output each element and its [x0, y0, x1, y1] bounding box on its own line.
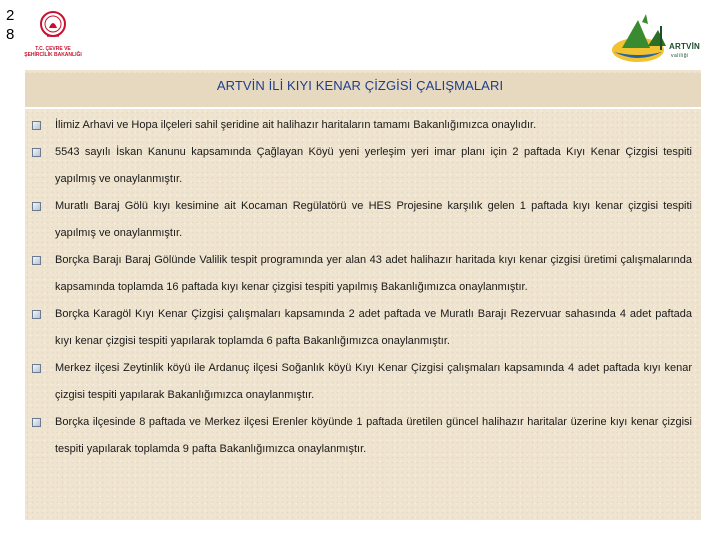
- bullet-text: İlimiz Arhavi ve Hopa ilçeleri sahil şeridine ait halihazır haritaların tamamı Bakanlığımızca onaylıdır.: [55, 119, 537, 131]
- list-item: [30, 355, 692, 409]
- checkbox-bullet-icon: [32, 256, 41, 265]
- bullet-text: Borçka ilçesinde 8 paftada ve Merkez ilçesi Erenler köyünde 1 paftada üretilen güncel halihazır haritalar üzerine kıyı kenar çizgisi tespiti yapılarak toplamda 9 pafta Bakanlığımızca onaylanmıştır.: [55, 416, 692, 455]
- bullet-text: Merkez ilçesi Zeytinlik köyü ile Ardanuç ilçesi Soğanlık köyü Kıyı Kenar Çizgisi çalışmaları kapsamında 4 adet paftada kıyı kenar çizgisi tespiti yapılarak Bakanlığımızca onaylanmıştır.: [55, 362, 692, 401]
- list-item: [30, 409, 692, 463]
- checkbox-bullet-icon: [32, 121, 41, 130]
- list-item: [30, 301, 692, 355]
- slide-title: ARTVİN İLİ KIYI KENAR ÇİZGİSİ ÇALIŞMALARI: [216, 78, 504, 93]
- bullet-text: Borçka Karagöl Kıyı Kenar Çizgisi çalışmaları kapsamında 2 adet paftada ve Muratlı Barajı Rezervuar sahasında 4 adet paftada kıyı kenar çizgisi tespiti yapılarak toplamda 6 pafta Bakanlığımızca onaylanmıştır.: [55, 308, 692, 347]
- artvin-logo: [608, 12, 708, 70]
- ministry-name: T.C. ÇEVRE VE ŞEHİRCİLİK BAKANLIĞI: [24, 46, 82, 58]
- checkbox-bullet-icon: [32, 148, 41, 157]
- list-item: [30, 112, 692, 139]
- artvin-emblem-icon: [608, 12, 708, 70]
- bullet-text: Borçka Barajı Baraj Gölünde Valilik tespit programında yer alan 43 adet halihazır haritada kıyı kenar çizgisi üretimi çalışmalarında kapsamında toplamda 16 paftada kıyı kenar çizgisi tespiti yapılmış Bakanlığımızca onaylanmıştır.: [55, 254, 692, 293]
- checkbox-bullet-icon: [32, 202, 41, 211]
- ministry-logo: [22, 10, 84, 66]
- checkbox-bullet-icon: [32, 310, 41, 319]
- artvin-subtitle: valiliği: [671, 53, 689, 59]
- checkbox-bullet-icon: [32, 418, 41, 427]
- checkbox-bullet-icon: [32, 364, 41, 373]
- bullet-list: [30, 112, 692, 463]
- bullet-text: Muratlı Baraj Gölü kıyı kesimine ait Kocaman Regülatörü ve HES Projesine karşılık gelen 1 paftada kıyı kenar çizgisi tespiti yapılmış ve onaylanmıştır.: [55, 200, 692, 239]
- list-item: [30, 193, 692, 247]
- bullet-text: 5543 sayılı İskan Kanunu kapsamında Çağlayan Köyü yeni yerleşim yeri imar planı için 2 paftada Kıyı Kenar Çizgisi tespiti yapılmış ve onaylanmıştır.: [55, 146, 692, 185]
- list-item: [30, 247, 692, 301]
- artvin-name: ARTVİN: [669, 42, 700, 51]
- ministry-emblem-icon: [39, 10, 67, 44]
- page-number: 28: [6, 7, 15, 43]
- list-item: [30, 139, 692, 193]
